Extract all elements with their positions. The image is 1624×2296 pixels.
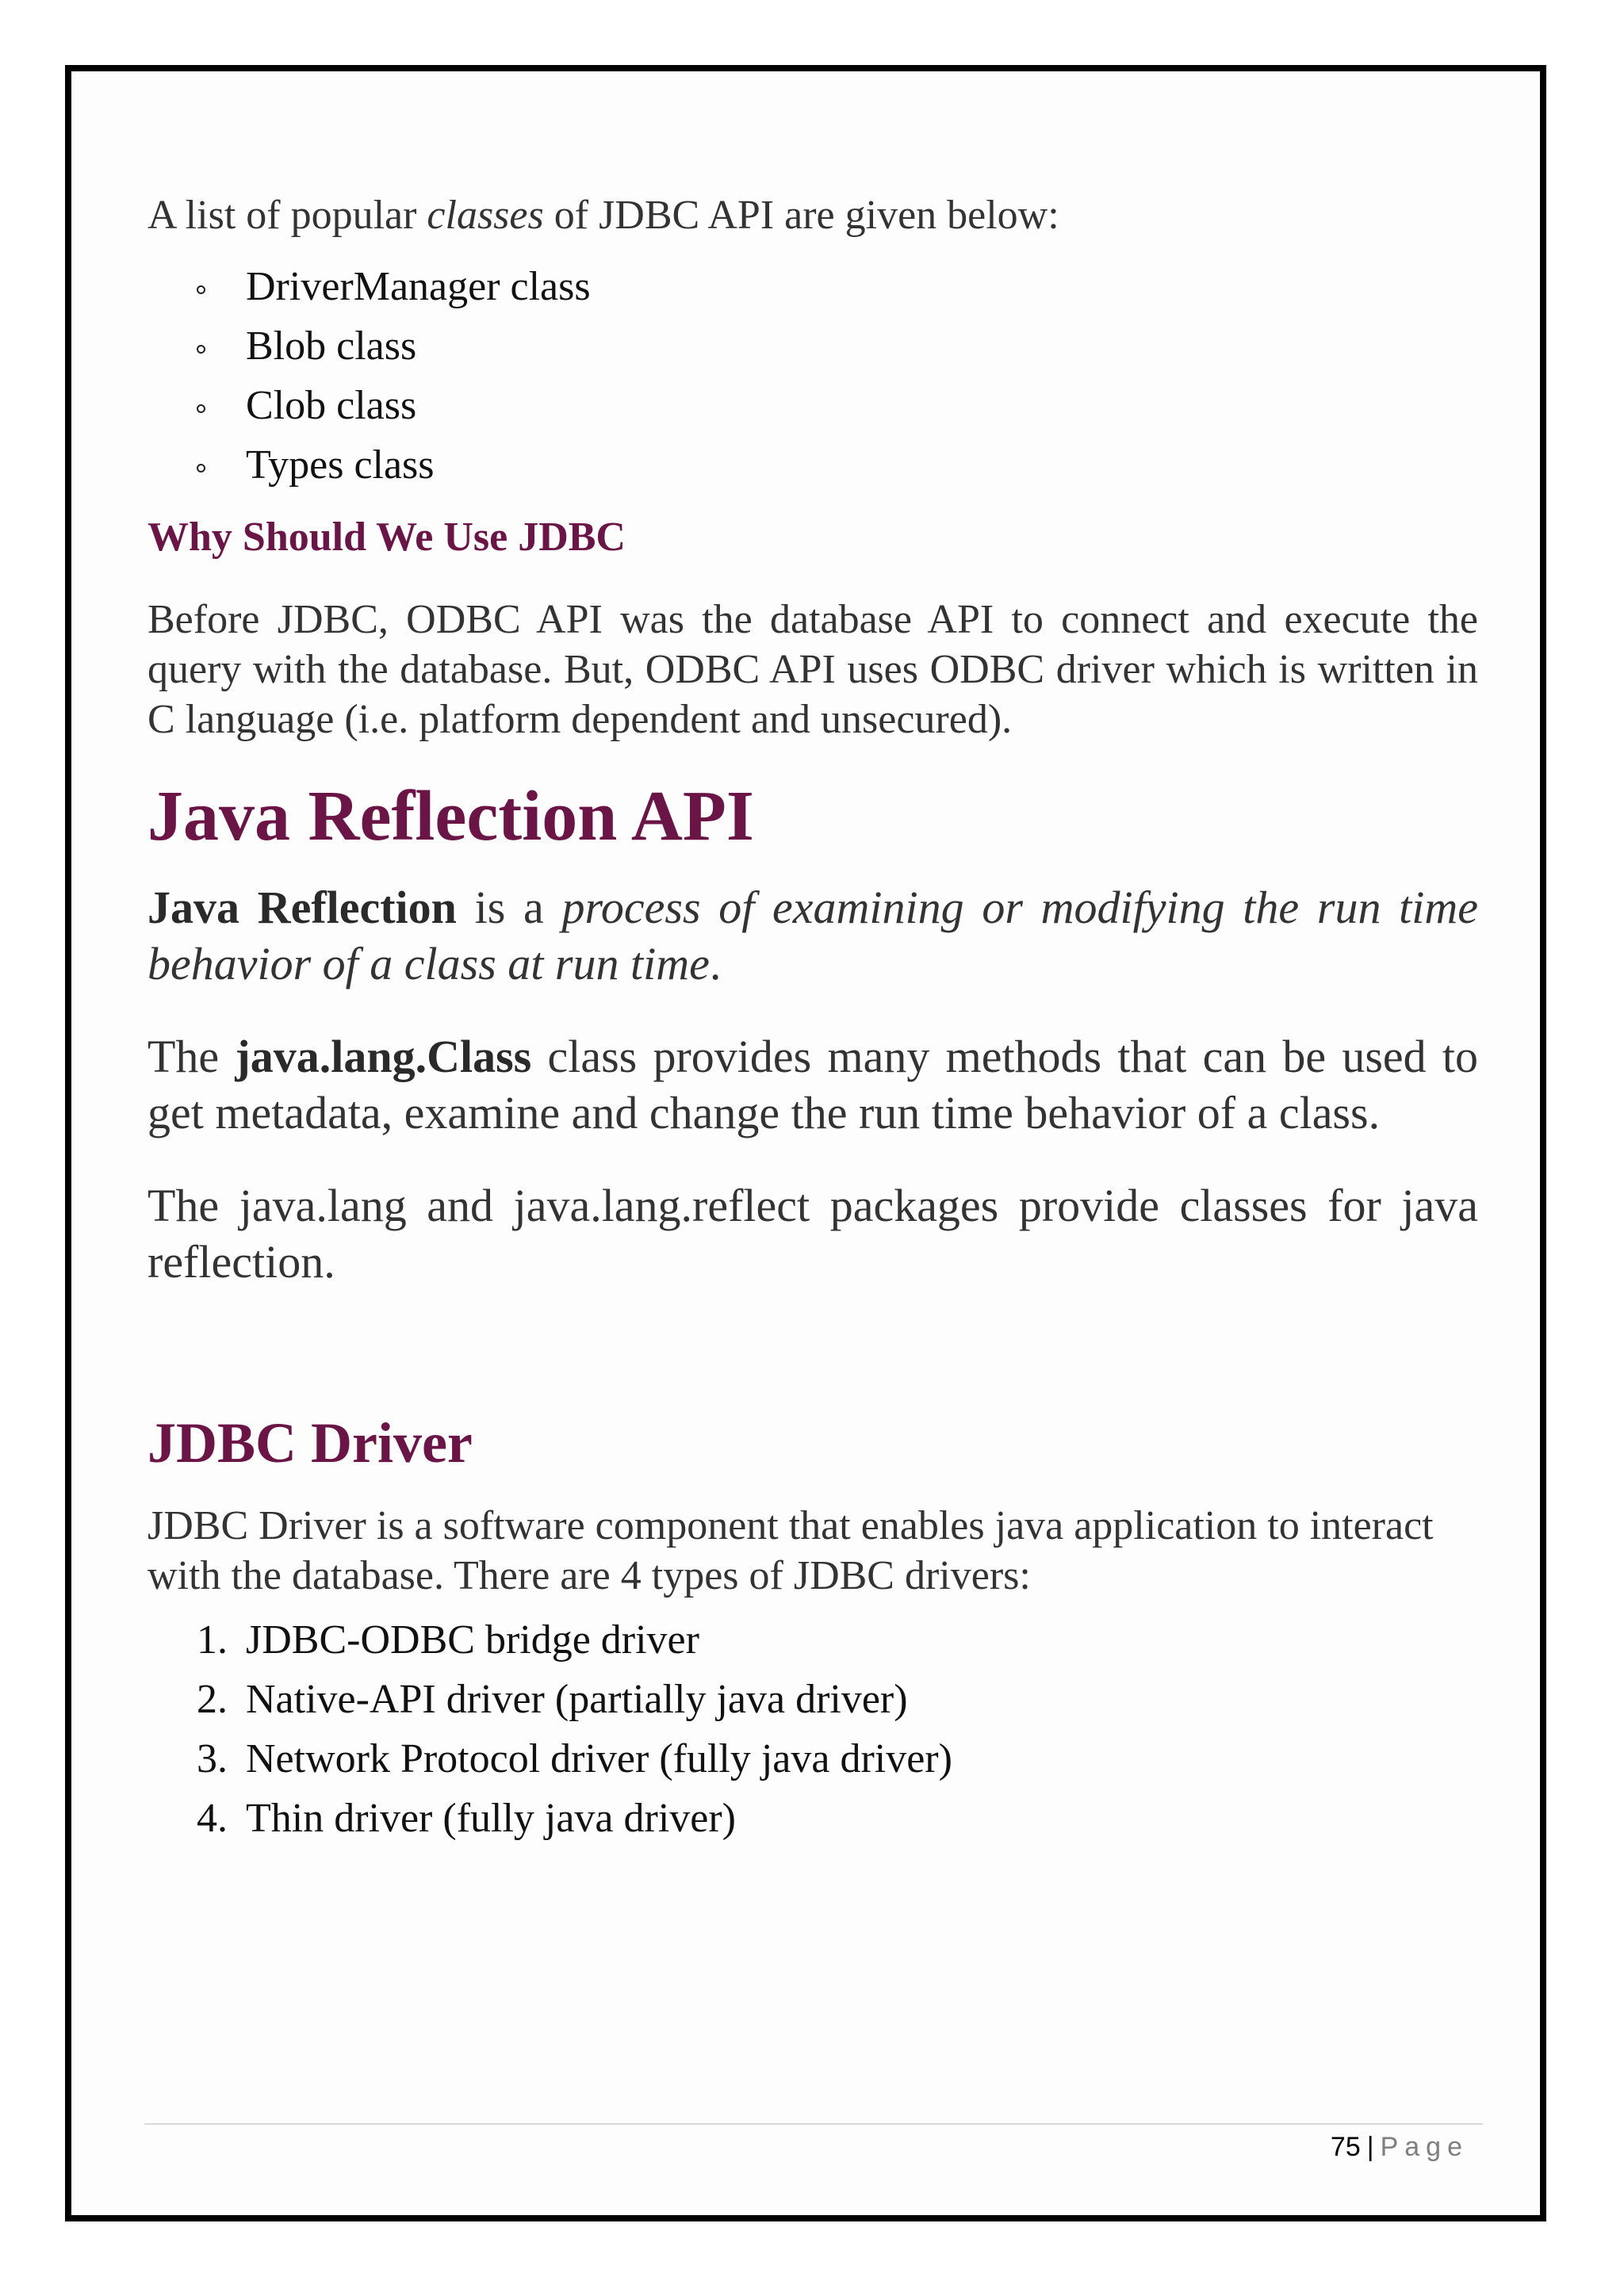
reflection-class-paragraph: The java.lang.Class class provides many methods that can be used to get metadata, examine and change the run time behavior of a class. — [147, 1031, 1478, 1138]
page-content — [147, 190, 1478, 1848]
circle-bullet-icon — [197, 345, 205, 354]
jdbc-driver-paragraph: JDBC Driver is a software component that enables java application to interact with the database. There are 4 types of JDBC drivers: — [147, 1503, 1434, 1598]
list-item: Blob class — [197, 316, 1478, 376]
footer-divider — [144, 2123, 1483, 2125]
why-jdbc-paragraph: Before JDBC, ODBC API was the database API to connect and execute the query with the database. But, ODBC API uses ODBC driver which is written in C language (i.e. platform dependent and unsecured). — [147, 597, 1478, 742]
intro-paragraph: A list of popular classes of JDBC API are given below: — [147, 193, 1059, 238]
reflection-packages-paragraph: The java.lang and java.lang.reflect packages provide classes for java reflection. — [147, 1180, 1478, 1288]
jdbc-classes-list — [147, 257, 1478, 495]
circle-bullet-icon — [197, 464, 205, 473]
circle-bullet-icon — [197, 404, 205, 413]
list-item: Clob class — [197, 376, 1478, 435]
list-item: Types class — [197, 435, 1478, 495]
reflection-definition-paragraph: Java Reflection is a process of examining or modifying the run time behavior of a class at run time. — [147, 882, 1478, 989]
why-jdbc-heading: Why Should We Use JDBC — [147, 515, 626, 560]
list-item: 1. JDBC-ODBC bridge driver — [197, 1617, 699, 1663]
circle-bullet-icon — [197, 285, 205, 294]
list-item: 3. Network Protocol driver (fully java driver) — [197, 1736, 952, 1781]
page-number: 75 — [1330, 2132, 1361, 2162]
list-item: 2. Native-API driver (partially java driver) — [197, 1677, 908, 1722]
page-footer — [1331, 2130, 1469, 2164]
reflection-heading: Java Reflection API — [147, 777, 754, 855]
jdbc-driver-heading: JDBC Driver — [147, 1411, 473, 1475]
list-item: 4. Thin driver (fully java driver) — [197, 1796, 736, 1841]
jdbc-driver-types-list — [147, 1610, 1478, 1848]
footer-separator: | — [1366, 2132, 1374, 2162]
page-label: Page — [1380, 2132, 1469, 2162]
list-item: DriverManager class — [197, 257, 1478, 316]
